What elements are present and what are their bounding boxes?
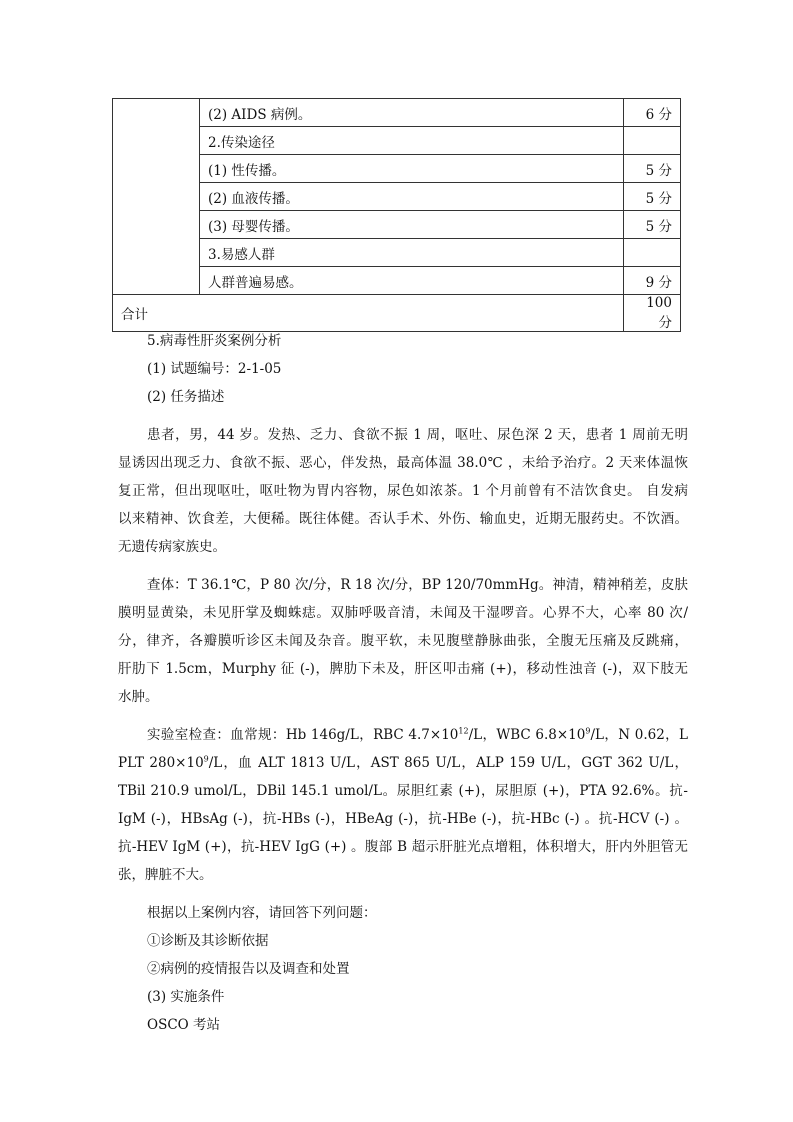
text-line	[118, 599, 688, 627]
text-segment: 实验室检查：血常规：Hb 146g/L，RBC 4.7×10	[147, 727, 459, 743]
score-cell: 5 分	[624, 183, 681, 211]
total-score: 100 分	[624, 295, 681, 332]
item-cell: 3.易感人群	[200, 239, 624, 267]
text-segment: ①诊断及其诊断依据	[147, 933, 269, 949]
text-segment: /L，血 ALT 1813 U/L，AST 865 U/L，ALP 159 U/L，GGT 362 U/L，	[208, 755, 688, 771]
text-line	[118, 655, 688, 683]
text-segment: (3) 实施条件	[147, 989, 225, 1005]
text-line	[118, 533, 688, 561]
text-segment: PLT 280×10	[118, 755, 204, 771]
text-segment: 患者，男，44 岁。发热、乏力、食欲不振 1 周，呕吐、尿色深 2 天，患者 1 周前无明	[147, 427, 688, 443]
item-cell: 2.传染途径	[200, 127, 624, 155]
superscript: 12	[458, 726, 469, 736]
text-line	[118, 571, 688, 599]
text-line	[118, 833, 688, 861]
text-line	[118, 955, 688, 983]
total-row	[113, 295, 681, 332]
text-line	[118, 327, 688, 355]
score-cell	[624, 239, 681, 267]
text-segment: (2) 任务描述	[147, 389, 225, 405]
case-text	[118, 327, 688, 1039]
text-segment: (1) 试题编号：2-1-05	[147, 361, 282, 377]
score-cell: 9 分	[624, 267, 681, 295]
text-segment: 抗-HEV IgM (+)，抗-HEV IgG (+) 。腹部 B 超示肝脏光点增粗，体积增大，肝内外胆管无	[118, 839, 688, 855]
text-segment: 张，脾脏不大。	[118, 867, 213, 883]
text-segment: 水肿。	[118, 689, 159, 705]
text-segment: OSCO 考站	[147, 1017, 221, 1033]
text-line	[118, 477, 688, 505]
text-line	[118, 749, 688, 777]
text-segment: 膜明显黄染，未见肝掌及蜘蛛痣。双肺呼吸音清，未闻及干湿啰音。心界不大，心率 80 次/	[118, 605, 688, 621]
text-segment: /L，WBC 6.8×10	[468, 727, 586, 743]
text-segment: 无遗传病家族史。	[118, 539, 226, 555]
text-line	[118, 505, 688, 533]
table-row	[113, 99, 681, 127]
text-segment: /L，N 0.62，L	[590, 727, 688, 743]
text-segment: IgM (-)，HBsAg (-)，抗-HBs (-)，HBeAg (-)，抗-HBe (-)，抗-HBc (-) 。抗-HCV (-) 。	[118, 811, 688, 827]
text-line	[118, 383, 688, 411]
text-segment: ②病例的疫情报告以及调查和处置	[147, 961, 350, 977]
text-line	[118, 421, 688, 449]
text-line	[118, 449, 688, 477]
text-segment: 5.病毒性肝炎案例分析	[147, 333, 282, 349]
item-cell: (1) 性传播。	[200, 155, 624, 183]
item-cell: (2) 血液传播。	[200, 183, 624, 211]
score-cell: 6 分	[624, 99, 681, 127]
text-segment: 复正常，但出现呕吐，呕吐物为胃内容物，尿色如浓茶。1 个月前曾有不洁饮食史。 自发病	[118, 483, 688, 499]
text-segment: 根据以上案例内容，请回答下列问题：	[147, 905, 377, 921]
text-segment: 分，律齐，各瓣膜听诊区未闻及杂音。腹平软，未见腹壁静脉曲张，全腹无压痛及反跳痛，	[118, 633, 688, 649]
score-cell	[624, 127, 681, 155]
text-line	[118, 899, 688, 927]
text-line	[118, 1011, 688, 1039]
text-segment: 查体：T 36.1℃，P 80 次/分，R 18 次/分，BP 120/70mmHg。神清，精神稍差，皮肤	[147, 577, 688, 593]
item-cell: 人群普遍易感。	[200, 267, 624, 295]
text-line	[118, 983, 688, 1011]
text-line	[118, 861, 688, 889]
text-line	[118, 683, 688, 711]
score-cell: 5 分	[624, 211, 681, 239]
text-segment: 以来精神、饮食差，大便稀。既往体健。否认手术、外伤、输血史，近期无服药史。不饮酒。	[118, 511, 688, 527]
superscript: 9	[585, 726, 591, 736]
text-segment: 肝肋下 1.5cm，Murphy 征 (-)，脾肋下未及，肝区叩击痛 (+)，移动性浊音 (-)，双下肢无	[118, 661, 688, 677]
text-line	[118, 721, 688, 749]
scoring-table	[112, 98, 681, 332]
superscript: 9	[203, 754, 209, 764]
score-cell: 5 分	[624, 155, 681, 183]
text-line	[118, 627, 688, 655]
text-line	[118, 805, 688, 833]
text-line	[118, 355, 688, 383]
text-segment: 显诱因出现乏力、食欲不振、恶心，伴发热，最高体温 38.0℃ ，未给予治疗。2 天来体温恢	[118, 455, 688, 471]
text-segment: TBil 210.9 umol/L，DBil 145.1 umol/L。尿胆红素 (+)，尿胆原 (+)，PTA 92.6%。抗-	[118, 783, 688, 799]
category-cell	[113, 99, 200, 295]
item-cell: (2) AIDS 病例。	[200, 99, 624, 127]
total-label: 合计	[113, 295, 624, 332]
item-cell: (3) 母婴传播。	[200, 211, 624, 239]
text-line	[118, 927, 688, 955]
text-line	[118, 777, 688, 805]
